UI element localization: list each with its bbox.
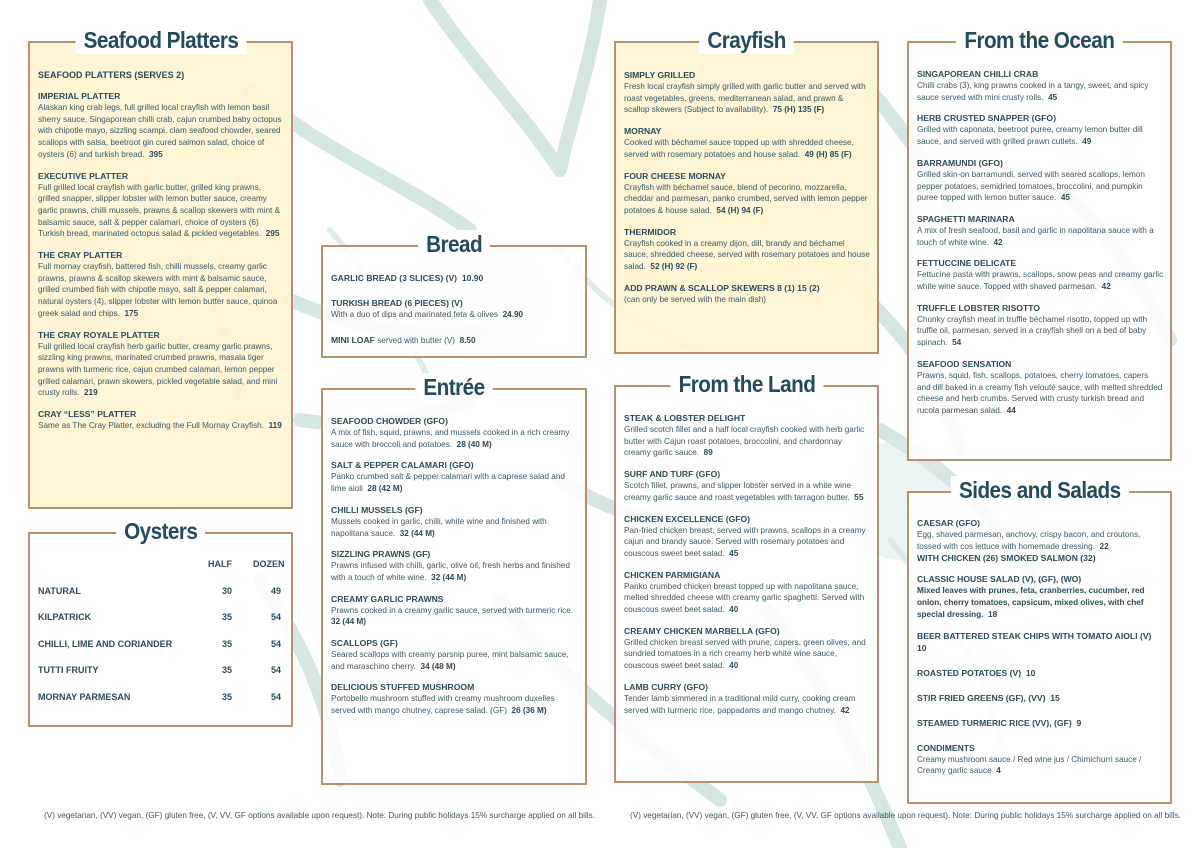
item-name: SCALLOPS (GF): [331, 638, 398, 649]
item-name: THERMIDOR: [624, 226, 677, 237]
item-price: 119: [268, 421, 282, 431]
item-name: SINGAPOREAN CHILLI CRAB: [917, 69, 1039, 79]
item-description: Grilled skin-on barramundi, served with seared scallops, lemon pepper potatoes, semidried tomatoes, broccolini, and pumpkin puree topped with lemon butter sauce. 45: [917, 169, 1145, 203]
item-price: 28 (42 M): [367, 484, 403, 494]
oyster-name: NATURAL: [38, 586, 81, 596]
oyster-name: TUTTI FRUITY: [38, 665, 99, 675]
section-title: From the Ocean: [956, 26, 1122, 54]
item-price: 45: [1048, 92, 1058, 102]
menu-item: [624, 226, 871, 273]
item-description: Prawns infused with chilli, garlic, olive oil, fresh herbs and finished with a touch of white wine. 32 (44 M): [331, 561, 570, 582]
item-price: 395: [149, 149, 163, 159]
item-description: Cooked with béchamel sauce topped up with shredded cheese, served with rosemary potatoes and house salad. 49 (H) 85 (F): [624, 138, 854, 159]
menu-item: [624, 625, 871, 672]
item-description: served with butter (V): [377, 335, 456, 345]
item-name: ADD PRAWN & SCALLOP SKEWERS 8 (1) 15 (2): [624, 282, 820, 293]
item-name: CREAMY GARLIC PRAWNS: [331, 593, 444, 604]
item-price: 10: [1025, 667, 1036, 678]
item-name: THE CRAY ROYALE PLATTER: [38, 329, 160, 340]
item-description: With a duo of dips and marinated feta & olives 24.90: [331, 310, 524, 319]
menu-item: [624, 69, 871, 116]
item-name: STEAMED TURMERIC RICE (VV), (GF): [917, 717, 1072, 728]
menu-item: [331, 334, 579, 347]
item-name: SEAFOOD CHOWDER (GFO): [331, 416, 448, 426]
item-description: Full grilled local crayfish with garlic butter, grilled king prawns, grilled snapper, slipper lobster with lemon butter sauce, creamy garlic prawns, chilli mussels, prawns & scallop skewers with mint & balsamic sauce, salt & pepper calamari, choice of oysters (6) Turkish bread, marinated octopus salad & pickled vegetables. 295: [38, 182, 281, 239]
entree-section: [321, 374, 587, 785]
price-half: 35: [221, 612, 232, 622]
item-price: 49: [1082, 137, 1092, 147]
item-name: SIMPLY GRILLED: [624, 70, 696, 80]
menu-item: [331, 637, 579, 672]
item-price: 40: [729, 661, 739, 671]
menu-item: [917, 302, 1164, 349]
menu-item: [917, 112, 1164, 147]
item-name: TRUFFLE LOBSTER RISOTTO: [917, 302, 1041, 313]
price-dozen: 54: [270, 639, 281, 649]
menu-item: [331, 415, 579, 450]
oyster-name: KILPATRICK: [38, 612, 92, 622]
item-description: Crayfish with béchamel sauce, blend of pecorino, mozzarella, cheddar and parmesan, panko crumbed, served with lemon pepper potatoes & house salad. 54 (H) 94 (F): [624, 182, 868, 215]
item-price: 10.90: [461, 273, 484, 283]
item-description: Same as The Cray Platter, excluding the Full Mornay Crayfish. 119: [38, 421, 282, 431]
bread-section: [321, 231, 587, 358]
footer-note-left: (V) vegetarian, (VV) vegan, (GF) gluten free, (V, VV, GF options available upon request). Note: During public holidays 15% surcharge applied on all bills.: [44, 811, 595, 820]
section-title: Seafood Platters: [75, 26, 246, 54]
menu-item: [917, 157, 1164, 204]
sides-and-salads-section: [907, 477, 1172, 804]
item-name: ROASTED POTATOES (V): [917, 667, 1022, 678]
menu-item: [917, 717, 1164, 729]
menu-item: [38, 408, 285, 432]
footer-note-right: (V) vegetarian, (VV) vegan, (GF) gluten free, (V, VV, GF options available upon request). Note: During public holidays 15% surcharge applied on all bills.: [630, 811, 1181, 820]
section-title: Sides and Salads: [951, 476, 1129, 504]
item-name: LAMB CURRY (GFO): [624, 681, 709, 692]
price-dozen: 54: [270, 612, 281, 622]
item-description: Fresh local crayfish simply grilled with garlic butter and served with roast vegetables, greens, mediterranean salad, and prawn & scallop skewers (Subject to availability). 75 (H) 135 (F): [624, 82, 866, 115]
item-description: A mix of fish, squid, prawns, and mussels cooked in a rich creamy sauce with broccoli and potatoes. 28 (40 M): [331, 428, 570, 449]
menu-item: [624, 513, 871, 560]
item-name: CHICKEN PARMIGIANA: [624, 569, 721, 580]
menu-item: [38, 329, 285, 400]
menu-item: [624, 569, 871, 616]
item-description: Grilled with caponata, beetroot puree, creamy lemon butter dill sauce, and served with grilled prawn cutlets. 49: [917, 125, 1143, 147]
item-name: BARRAMUNDI (GFO): [917, 157, 1003, 168]
item-description: Chilli crabs (3), king prawns cooked in a tangy, sweet, and spicy sauce served with mini crusty rolls. 45: [917, 81, 1149, 102]
item-price: 54: [952, 338, 962, 348]
price-dozen: 54: [270, 665, 281, 675]
col-header-half: HALF: [208, 559, 232, 569]
item-description: Crayfish cooked in a creamy dijon, dill, brandy and béchamel sauce, shredded cheese, served with rosemary potatoes and house salad. 52 (H) 92 (F): [624, 238, 870, 272]
item-name: CLASSIC HOUSE SALAD (V), (GF), (WO): [917, 574, 1082, 585]
from-the-ocean-section: [907, 27, 1172, 461]
menu-item: [38, 170, 285, 241]
menu-item: [624, 282, 871, 306]
item-description: Panko crumbed salt & pepper calamari with a caprese salad and lime aioli 28 (42 M): [331, 472, 565, 494]
item-name: SPAGHETTI MARINARA: [917, 213, 1015, 224]
item-description: A mix of fresh seafood, basil and garlic in napolitana sauce with a touch of white wine. 42: [917, 225, 1154, 247]
item-name: GARLIC BREAD (3 SLICES) (V): [331, 273, 458, 283]
menu-item: [917, 517, 1164, 564]
item-name: SIZZLING PRAWNS (GF): [331, 549, 431, 560]
menu-item: [331, 272, 579, 284]
oyster-row: [38, 639, 285, 653]
item-name: CREAMY CHICKEN MARBELLA (GFO): [624, 625, 780, 636]
item-price: 42: [993, 237, 1003, 247]
item-price: 28 (40 M): [456, 439, 492, 449]
item-description: Full grilled local crayfish herb garlic butter, creamy garlic prawns, sizzling king prawns, marinated crumbed prawns, masala tiger prawns with turmeric rice, cajun crumbed calamari, lemon pepper grilled calamari, prawn skewers, pickled vegetable salad, and mini crusty rolls. 219: [38, 341, 278, 398]
item-name: SALT & PEPPER CALAMARI (GFO): [331, 460, 474, 471]
item-name: HERB CRUSTED SNAPPER (GFO): [917, 113, 1056, 124]
section-title: Crayfish: [699, 26, 794, 54]
menu-item: [917, 573, 1164, 620]
item-price: 295: [265, 229, 280, 239]
item-description: Grilled scotch fillet and a half local crayfish cooked with herb garlic butter with Cajun roast potatoes, broccolini, and chardonnay creamy garlic sauce. 89: [624, 425, 865, 458]
oyster-row: [38, 586, 285, 600]
item-name: STIR FRIED GREENS (GF), (VV): [917, 692, 1046, 703]
item-description: Prawns cooked in a creamy garlic sauce, served with turmeric rice. 32 (44 M): [331, 605, 574, 627]
col-header-dozen: DOZEN: [253, 559, 285, 569]
item-description: Grilled chicken breast served with prune, capers, green olives, and sundried tomatoes in a rich creamy herb white wine sauce, couscous sweet beet salad. 40: [624, 637, 866, 671]
item-price: 15: [1050, 692, 1060, 703]
menu-item: [624, 681, 871, 716]
section-title: Bread: [418, 230, 490, 258]
item-price: 42: [840, 705, 850, 715]
menu-item: [917, 257, 1164, 292]
item-description: Seared scallops with creamy parsnip puree, mint balsamic sauce, and maraschino cherry. 34 (48 M): [331, 650, 569, 671]
item-description: Alaskan king crab legs, full grilled local crayfish with lemon basil sherry sauce, Singaporean chilli crab, cajun crumbed baby octopus with chipotle mayo, sizzling scampi, clam seafood chowder, seared scallops with salsa, beetroot gin cured salmon salad, choice of oysters (6) and turkish bread. 395: [38, 103, 282, 159]
item-price: 219: [83, 388, 98, 398]
item-name: SEAFOOD SENSATION: [917, 358, 1012, 369]
item-name: MINI LOAF: [331, 334, 375, 345]
menu-item: [331, 548, 579, 583]
item-price: 75 (H) 135 (F): [772, 105, 825, 115]
item-price: 34 (48 M): [420, 661, 456, 671]
menu-item: [624, 412, 871, 459]
item-price: 32 (44 M): [399, 528, 435, 538]
item-name: CAESAR (GFO): [917, 518, 981, 528]
price-half: 35: [221, 639, 232, 649]
item-name: CRAY “LESS” PLATTER: [38, 409, 137, 420]
item-description: Mixed leaves with prunes, feta, cranberries, cucumber, red onion, cherry tomatoes, capsicum, mixed olives, with chef special dressing. 18: [917, 586, 1145, 619]
menu-item: [38, 249, 285, 320]
item-name: DELICIOUS STUFFED MUSHROOM: [331, 682, 475, 693]
menu-item: [917, 692, 1164, 704]
item-price: 52 (H) 92 (F): [650, 262, 698, 272]
item-description: Full mornay crayfish, battered fish, chilli mussels, creamy garlic prawns, prawns & scallop skewers with mint & balsamic sauce, grilled crumbed fish with chipotle mayo, salt & pepper calamari, natural oysters (4), slipper lobster with lemon butter sauce, quinoa greek salad and chips. 175: [38, 262, 278, 318]
item-extras: WITH CHICKEN (26) SMOKED SALMON (32): [917, 553, 1096, 564]
oyster-name: MORNAY PARMESAN: [38, 692, 131, 702]
item-description: Mussels cooked in garlic, chilli, white wine and finished with napolitana sauce. 32 (44 M): [331, 516, 547, 538]
item-price: 32 (44 M): [331, 617, 367, 627]
section-title: Oysters: [116, 517, 206, 545]
menu-item: [917, 68, 1164, 103]
item-description: Egg, shaved parmesan, anchovy, crispy bacon, and croutons, tossed with cos lettuce with homemade dressing. 22: [917, 530, 1141, 551]
menu-item: [917, 742, 1164, 777]
item-description: Pan-fried chicken breast, served with prawns, scallops in a creamy cajun and brandy sauce. Served with rosemary potatoes and couscous sweet beet salad. 45: [624, 525, 866, 558]
price-half: 30: [221, 586, 232, 596]
oyster-row: [38, 612, 285, 626]
item-price: 42: [1101, 282, 1111, 292]
menu-item: [917, 667, 1164, 679]
item-price: 9: [1076, 717, 1082, 728]
item-price: 49 (H) 85 (F): [804, 149, 852, 159]
menu-item: [624, 170, 871, 217]
item-name: IMPERIAL PLATTER: [38, 91, 121, 101]
item-price: 22: [1099, 541, 1109, 551]
item-name: MORNAY: [624, 126, 662, 137]
item-price: 89: [703, 448, 713, 458]
item-price: 24.90: [502, 310, 524, 319]
seafood-platters-section: [28, 27, 293, 509]
item-price: 54 (H) 94 (F): [716, 205, 764, 215]
item-description: Tender lamb simmered in a traditional mild curry, cooking cream served with turmeric rice, pappadams and mango chutney. 42: [624, 693, 856, 715]
menu-item: [331, 297, 579, 321]
item-price: 45: [729, 548, 739, 558]
menu-item: [624, 468, 871, 503]
oyster-name: CHILLI, LIME AND CORIANDER: [38, 639, 173, 649]
menu-item: [624, 125, 871, 160]
menu-item: [38, 90, 285, 161]
item-price: 45: [1060, 193, 1070, 203]
item-name: CHICKEN EXCELLENCE (GFO): [624, 513, 751, 524]
item-price: 8.50: [459, 335, 476, 345]
item-price: 175: [124, 308, 139, 318]
item-name: BEER BATTERED STEAK CHIPS WITH TOMATO AIOLI (V): [917, 630, 1152, 641]
oyster-row: [38, 692, 285, 706]
section-title: From the Land: [670, 370, 823, 398]
item-name: FOUR CHEESE MORNAY: [624, 170, 726, 181]
section-title: Entrée: [415, 373, 492, 401]
price-half: 35: [221, 665, 232, 675]
item-price: 44: [1006, 405, 1016, 415]
menu-item: [917, 358, 1164, 417]
item-description: Creamy mushroom sauce / Red wine jus / Chimichurri sauce / Creamy garlic sauce 4: [917, 754, 1142, 776]
menu-item: [331, 593, 579, 628]
menu-item: [917, 630, 1164, 654]
item-description: Portobello mushroom stuffed with creamy mushroom duxelles served with mango chutney, caprese salad. (GF) 26 (36 M): [331, 694, 555, 716]
item-name: FETTUCCINE DELICATE: [917, 258, 1017, 269]
item-name: SURF AND TURF (GFO): [624, 469, 721, 480]
from-the-land-section: [614, 371, 879, 783]
item-description: Prawns, squid, fish, scallops, potatoes, cherry tomatoes, capers and dill baked in a creamy fish velouté sauce, with melted shredded cheese and herb crumbs. Served with crusty turkish bread and rucola parmesan salad. 44: [917, 370, 1163, 415]
item-price: 55: [854, 492, 864, 502]
price-dozen: 49: [270, 586, 281, 596]
item-price: 32 (44 M): [431, 572, 467, 582]
item-name: EXECUTIVE PLATTER: [38, 170, 129, 181]
crayfish-section: [614, 27, 879, 354]
menu-item: [331, 504, 579, 539]
menu-item: [331, 681, 579, 716]
item-name: CHILLI MUSSELS (GF): [331, 504, 423, 515]
item-price: 40: [729, 605, 739, 615]
item-description: (can only be served with the main dish): [624, 294, 766, 304]
item-description: Fettucine pasta with prawns, scallops, snow peas and creamy garlic white wine sauce. Topped with shaved parmesan. 42: [917, 270, 1164, 292]
price-dozen: 54: [270, 692, 281, 702]
item-description: Scotch fillet, prawns, and slipper lobster served in a white wine creamy garlic sauce and roast vegetables with tarragon butter. 55: [624, 481, 864, 502]
oyster-row: [38, 665, 285, 679]
item-name: TURKISH BREAD (6 PIECES) (V): [331, 298, 463, 308]
item-name: THE CRAY PLATTER: [38, 250, 123, 261]
item-price: 4: [996, 766, 1001, 776]
platters-subhead: SEAFOOD PLATTERS (SERVES 2): [38, 70, 185, 80]
item-price: 10: [917, 642, 927, 653]
price-half: 35: [221, 692, 232, 702]
item-price: 26 (36 M): [511, 706, 547, 716]
oysters-section: [28, 518, 293, 727]
item-description: Panko crumbed chicken breast topped up with napolitana sauce, melted shredded cheese with creamy garlic spaghetti. Served with couscous sweet beet salad. 40: [624, 581, 865, 615]
menu-item: [331, 459, 579, 494]
item-price: 18: [988, 609, 998, 619]
item-name: STEAK & LOBSTER DELIGHT: [624, 413, 746, 423]
item-name: CONDIMENTS: [917, 742, 975, 753]
item-description: Chunky crayfish meat in truffle béchamel risotto, topped up with truffle oil, parmesan, served in a crayfish shell on a bed of baby spinach. 54: [917, 314, 1148, 348]
menu-item: [917, 213, 1164, 248]
